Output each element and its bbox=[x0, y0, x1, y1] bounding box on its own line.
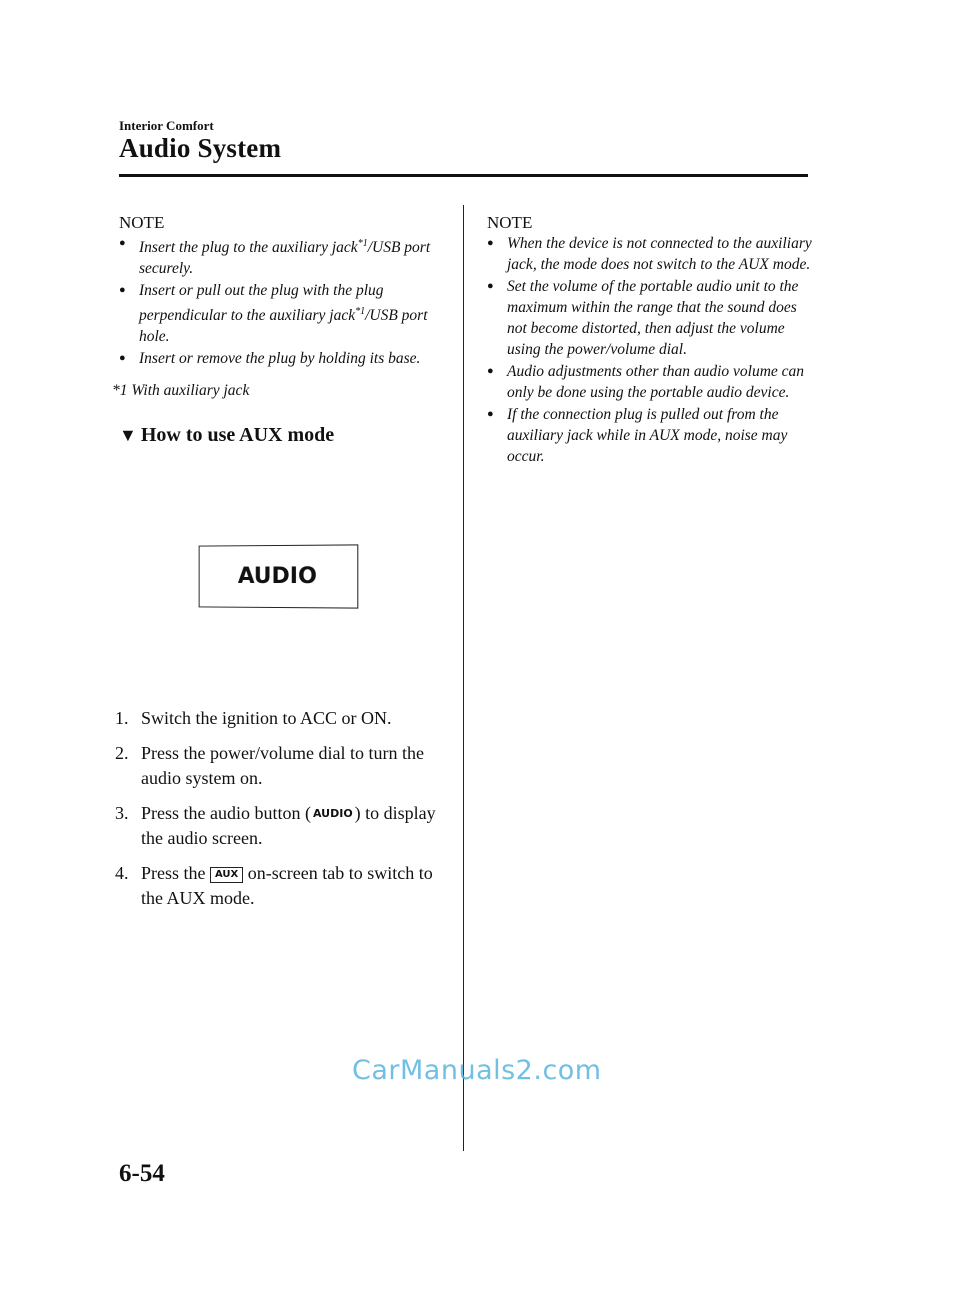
note-text: Insert the plug to the auxiliary jack bbox=[139, 239, 358, 257]
list-item bbox=[119, 233, 449, 279]
column-divider bbox=[463, 205, 464, 1151]
step-text: Switch the ignition to ACC or ON. bbox=[141, 708, 392, 728]
step-text: Press the bbox=[141, 863, 210, 883]
section-label: Interior Comfort bbox=[119, 118, 214, 133]
bullet-icon: ● bbox=[119, 237, 126, 249]
note-text: Set the volume of the portable audio unit to the maximum within the range that the sound does not become distorted, then adjust the volume using the power/volume dial. bbox=[507, 278, 799, 358]
bullet-icon: ● bbox=[119, 284, 126, 297]
audio-button-label: AUDIO bbox=[237, 563, 317, 590]
bullet-icon: ● bbox=[487, 237, 494, 249]
step-text: on-screen tab to switch to the AUX mode. bbox=[141, 863, 433, 908]
footnote-ref: *1 bbox=[357, 238, 368, 249]
right-note-list bbox=[487, 233, 812, 467]
note-text: /USB port securely. bbox=[139, 239, 431, 278]
bullet-icon: ● bbox=[487, 408, 494, 420]
left-note-block bbox=[119, 213, 449, 370]
note-text: Insert or remove the plug by holding its base. bbox=[139, 350, 421, 368]
subheading-text: How to use AUX mode bbox=[140, 424, 335, 446]
triangle-icon: ▼ bbox=[119, 425, 137, 445]
step-text: ) to display the audio screen. bbox=[141, 803, 436, 848]
subheading bbox=[119, 424, 334, 447]
audio-button-icon: AUDIO bbox=[312, 807, 353, 820]
list-item bbox=[115, 741, 455, 791]
list-item bbox=[115, 706, 455, 731]
list-item bbox=[487, 233, 812, 275]
list-item bbox=[115, 801, 455, 851]
steps-list bbox=[115, 706, 455, 921]
note-text: If the connection plug is pulled out from the auxiliary jack while in AUX mode, noise may occur. bbox=[507, 406, 788, 465]
aux-tab-icon: AUX bbox=[210, 867, 243, 883]
note-heading: NOTE bbox=[487, 213, 533, 232]
step-number: 3. bbox=[115, 803, 129, 823]
footnote: *1 With auxiliary jack bbox=[112, 382, 250, 399]
bullet-icon: ● bbox=[487, 365, 494, 377]
page-number: 6-54 bbox=[119, 1160, 165, 1187]
note-text: When the device is not connected to the auxiliary jack, the mode does not switch to the AUX mode. bbox=[507, 235, 812, 273]
list-item bbox=[115, 861, 455, 911]
list-item bbox=[119, 280, 449, 347]
step-number: 2. bbox=[115, 743, 129, 763]
list-item bbox=[487, 276, 812, 360]
note-heading: NOTE bbox=[119, 213, 165, 232]
note-text: /USB port hole. bbox=[139, 307, 428, 346]
step-text: Press the audio button ( bbox=[141, 803, 311, 823]
list-item bbox=[487, 404, 812, 467]
step-number: 1. bbox=[115, 708, 129, 728]
note-text: Insert or pull out the plug with the plug perpendicular to the auxiliary jack bbox=[139, 282, 384, 325]
header-rule bbox=[119, 174, 808, 177]
bullet-icon: ● bbox=[487, 280, 494, 292]
bullet-icon: ● bbox=[119, 352, 126, 365]
step-text: Press the power/volume dial to turn the audio system on. bbox=[141, 743, 424, 788]
page-title: Audio System bbox=[119, 133, 282, 163]
step-number: 4. bbox=[115, 863, 129, 883]
note-text: Audio adjustments other than audio volume can only be done using the portable audio device. bbox=[507, 363, 805, 401]
list-item bbox=[487, 361, 812, 403]
list-item bbox=[119, 348, 449, 369]
audio-button-illustration bbox=[199, 544, 359, 608]
watermark: CarManuals2.com bbox=[352, 1055, 602, 1086]
left-note-list bbox=[119, 233, 449, 369]
right-note-block bbox=[487, 213, 812, 468]
footnote-ref: *1 bbox=[355, 306, 366, 318]
